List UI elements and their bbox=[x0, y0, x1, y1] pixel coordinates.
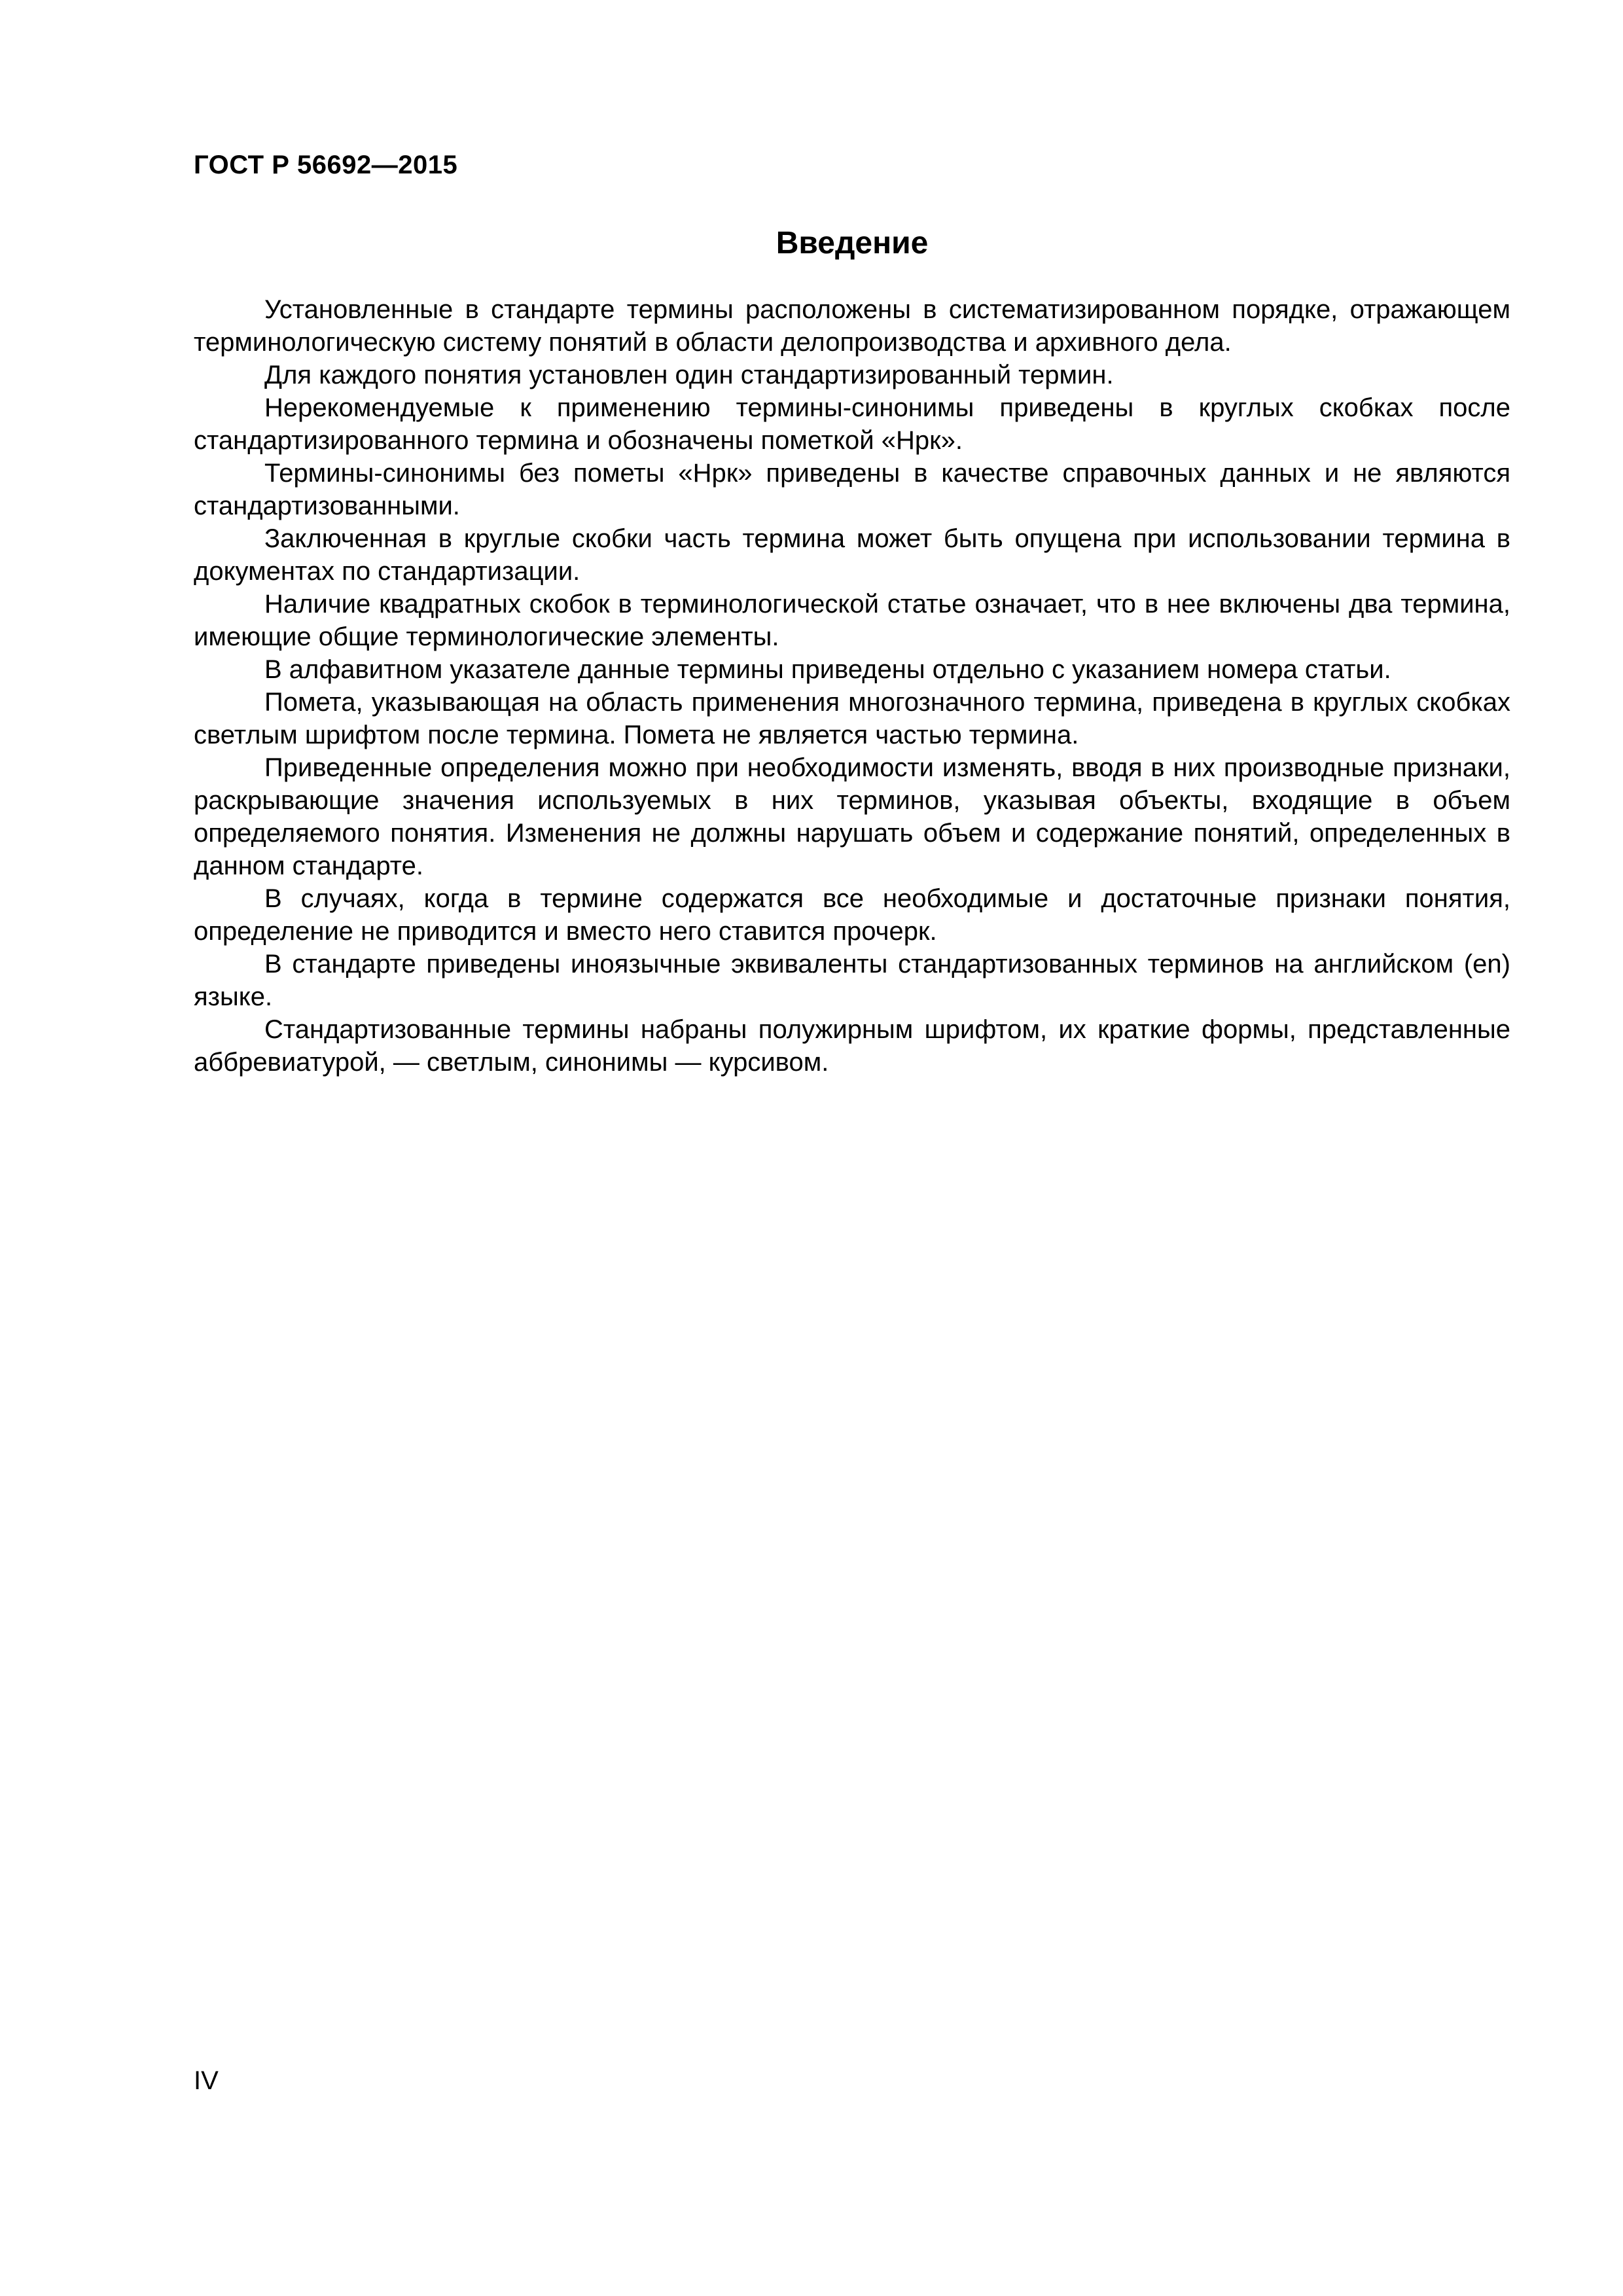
paragraph: Приведенные определения можно при необходимости изменять, вводя в них производные признаки, раскрывающие значения используемых в них терминов, указывая объекты, входящие в объем определяемого понятия. Изменения не должны нарушать объем и содержание понятий, определенных в данном стандарте. bbox=[194, 753, 1510, 880]
page-number: IV bbox=[194, 2066, 219, 2095]
paragraph: Помета, указывающая на область применения многозначного термина, приведена в круглых скобках светлым шрифтом после термина. Помета не является частью термина. bbox=[194, 688, 1510, 749]
paragraph: Термины-синонимы без пометы «Нрк» приведены в качестве справочных данных и не являются стандартизованными. bbox=[194, 459, 1510, 520]
paragraph: В алфавитном указателе данные термины приведены отдельно с указанием номера статьи. bbox=[264, 655, 1391, 684]
body-text bbox=[194, 293, 1510, 1079]
paragraph: Наличие квадратных скобок в терминологической статье означает, что в нее включены два термина, имеющие общие терминологические элементы. bbox=[194, 590, 1510, 651]
paragraph: Нерекомендуемые к применению термины-синонимы приведены в круглых скобках после стандартизированного термина и обозначены пометкой «Нрк». bbox=[194, 393, 1510, 455]
section-title: Введение bbox=[776, 226, 929, 260]
paragraph: Стандартизованные термины набраны полужирным шрифтом, их краткие формы, представленные аббревиатурой, — светлым, синонимы — курсивом. bbox=[194, 1015, 1510, 1077]
paragraph: Заключенная в круглые скобки часть термина может быть опущена при использовании термина в документах по стандартизации. bbox=[194, 524, 1510, 586]
paragraph: В стандарте приведены иноязычные эквиваленты стандартизованных терминов на английском (en) языке. bbox=[194, 950, 1510, 1011]
paragraph: Установленные в стандарте термины расположены в систематизированном порядке, отражающем терминологическую систему понятий в области делопроизводства и архивного дела. bbox=[194, 295, 1510, 357]
document-code: ГОСТ Р 56692—2015 bbox=[194, 151, 458, 179]
paragraph: Для каждого понятия установлен один стандартизированный термин. bbox=[264, 361, 1114, 389]
paragraph: В случаях, когда в термине содержатся все необходимые и достаточные признаки понятия, определение не приводится и вместо него ставится прочерк. bbox=[194, 884, 1510, 946]
